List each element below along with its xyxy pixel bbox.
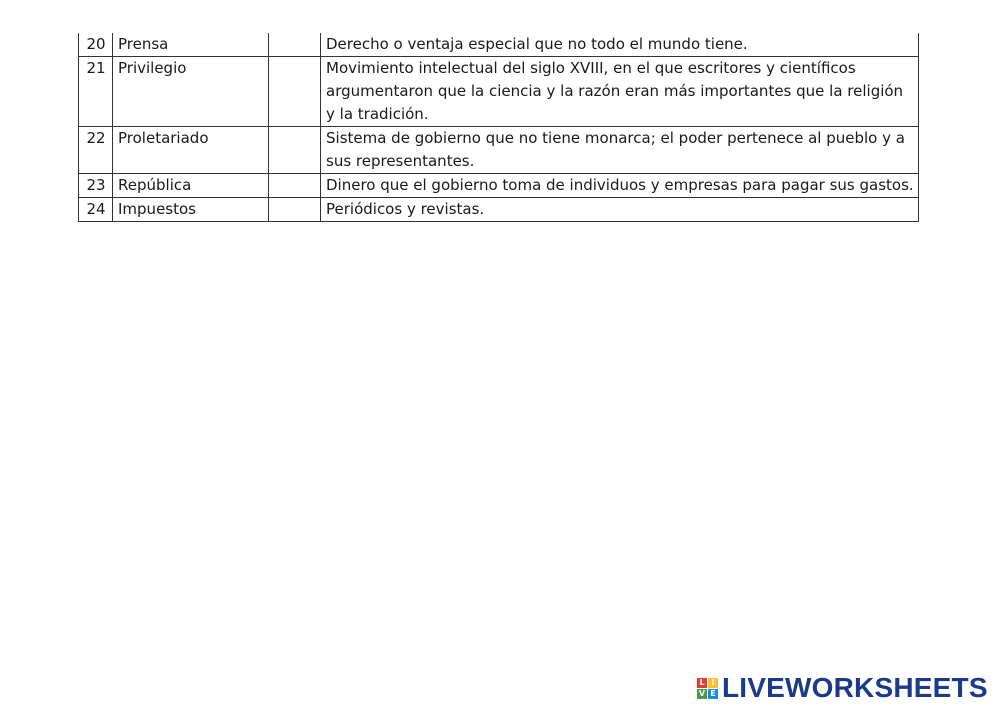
- term-cell: Impuestos: [113, 198, 269, 222]
- row-number: 22: [79, 127, 113, 174]
- answer-drop-zone[interactable]: [269, 33, 321, 57]
- row-number: 20: [79, 33, 113, 57]
- row-number: 24: [79, 198, 113, 222]
- logo-text: LIVEWORKSHEETS: [722, 672, 988, 703]
- term-cell: República: [113, 174, 269, 198]
- table-row: [79, 127, 919, 174]
- logo-block: E: [708, 689, 718, 699]
- table-row: [79, 198, 919, 222]
- answer-drop-zone[interactable]: [269, 127, 321, 174]
- term-cell: Prensa: [113, 33, 269, 57]
- matching-table: [78, 33, 919, 222]
- row-number: 23: [79, 174, 113, 198]
- logo-block: I: [708, 678, 718, 688]
- table-row: [79, 57, 919, 127]
- row-number: 21: [79, 57, 113, 127]
- answer-drop-zone[interactable]: [269, 174, 321, 198]
- term-cell: Privilegio: [113, 57, 269, 127]
- logo-blocks-icon: [697, 678, 718, 699]
- logo-block: L: [697, 678, 707, 688]
- answer-drop-zone[interactable]: [269, 57, 321, 127]
- table-row: [79, 174, 919, 198]
- definition-cell: Dinero que el gobierno toma de individuos y empresas para pagar sus gastos.: [321, 174, 919, 198]
- definition-cell: Sistema de gobierno que no tiene monarca; el poder pertenece al pueblo y a sus representantes.: [321, 127, 919, 174]
- table-row: [79, 33, 919, 57]
- answer-drop-zone[interactable]: [269, 198, 321, 222]
- definition-cell: Derecho o ventaja especial que no todo el mundo tiene.: [321, 33, 919, 57]
- definition-cell: Periódicos y revistas.: [321, 198, 919, 222]
- term-cell: Proletariado: [113, 127, 269, 174]
- liveworksheets-logo: [697, 673, 988, 703]
- logo-block: V: [698, 688, 706, 698]
- definition-cell: Movimiento intelectual del siglo XVIII, en el que escritores y científicos argumentaron que la ciencia y la razón eran más importantes que la religión y la tradición.: [321, 57, 919, 127]
